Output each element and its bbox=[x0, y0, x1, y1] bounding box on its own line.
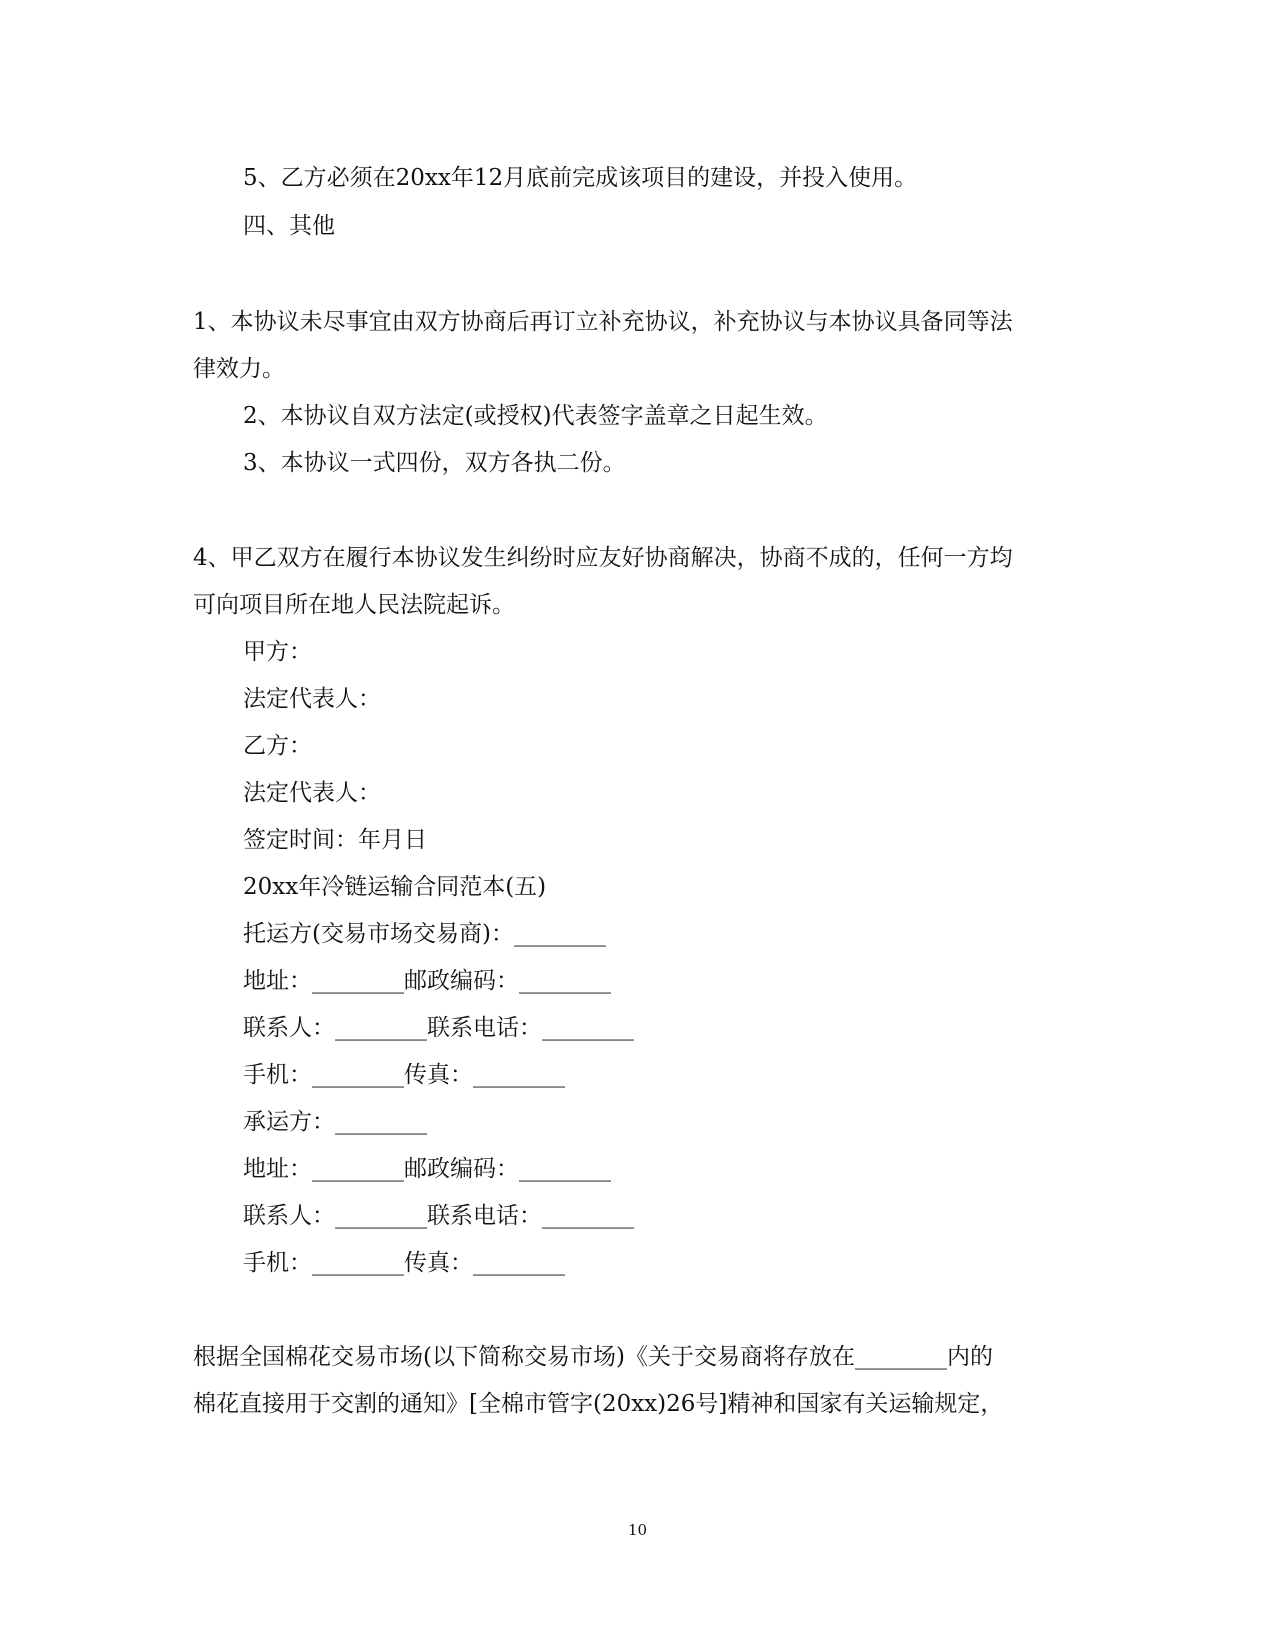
paragraph-line: 2、本协议自双方法定(或授权)代表签字盖章之日起生效。 bbox=[243, 403, 828, 429]
paragraph-line: 可向项目所在地人民法院起诉。 bbox=[193, 592, 515, 618]
signing-date-label: 签定时间：年月日 bbox=[243, 827, 427, 853]
form-line: 联系人：________联系电话：________ bbox=[243, 1203, 634, 1229]
paragraph-line: 棉花直接用于交割的通知》[全棉市管字(20xx)26号]精神和国家有关运输规定， bbox=[193, 1391, 1004, 1417]
legal-rep-label: 法定代表人： bbox=[243, 780, 381, 806]
form-line: 托运方(交易市场交易商)：________ bbox=[243, 921, 606, 947]
form-line: 承运方：________ bbox=[243, 1109, 427, 1135]
party-a-label: 甲方： bbox=[243, 639, 312, 665]
party-b-label: 乙方： bbox=[243, 733, 312, 759]
contract-title: 20xx年冷链运输合同范本(五) bbox=[243, 874, 547, 900]
form-line: 地址：________邮政编码：________ bbox=[243, 968, 611, 994]
paragraph-line: 根据全国棉花交易市场(以下简称交易市场)《关于交易商将存放在________内的 bbox=[193, 1344, 993, 1370]
legal-rep-label: 法定代表人： bbox=[243, 686, 381, 712]
paragraph-line: 律效力。 bbox=[193, 356, 285, 382]
paragraph-line: 4、甲乙双方在履行本协议发生纠纷时应友好协商解决，协商不成的，任何一方均 bbox=[193, 545, 1013, 571]
form-line: 手机：________传真：________ bbox=[243, 1250, 565, 1276]
page-number: 10 bbox=[627, 1521, 648, 1539]
section-heading: 四、其他 bbox=[243, 213, 335, 239]
form-line: 手机：________传真：________ bbox=[243, 1062, 565, 1088]
paragraph-line: 3、本协议一式四份，双方各执二份。 bbox=[243, 450, 626, 476]
form-line: 地址：________邮政编码：________ bbox=[243, 1156, 611, 1182]
paragraph-line: 5、乙方必须在20xx年12月底前完成该项目的建设，并投入使用。 bbox=[243, 165, 918, 191]
paragraph-line: 1、本协议未尽事宜由双方协商后再订立补充协议，补充协议与本协议具备同等法 bbox=[193, 309, 1013, 335]
form-line: 联系人：________联系电话：________ bbox=[243, 1015, 634, 1041]
